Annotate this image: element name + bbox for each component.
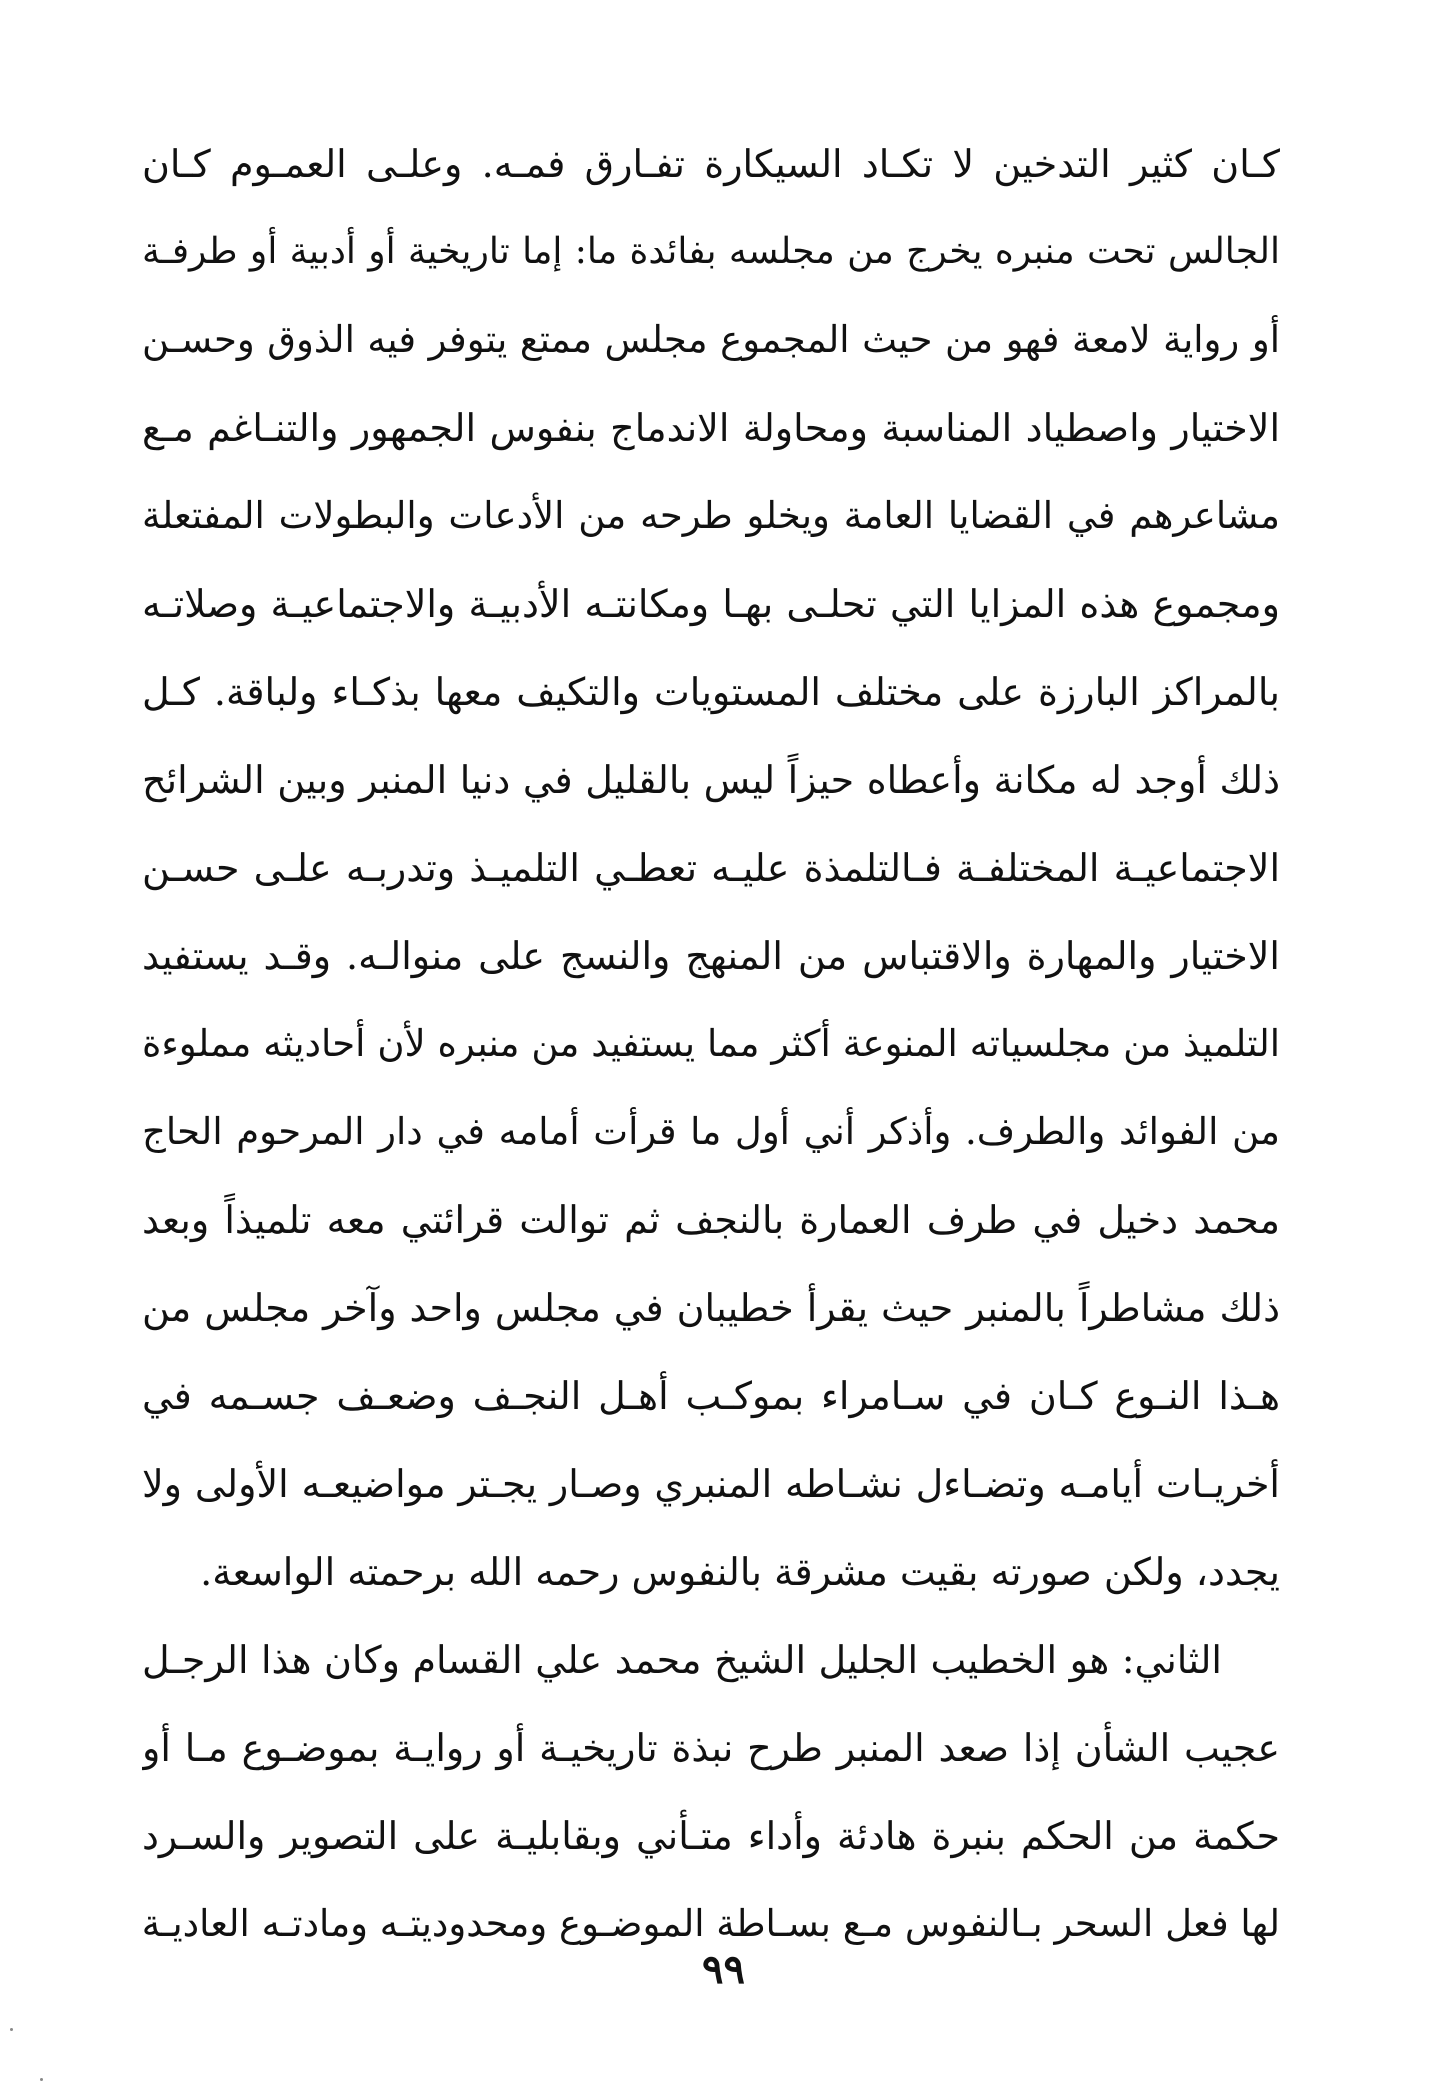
text-line-21: لها فعل السحر بـالنفوس مـع بسـاطة الموضـوع ومحدوديتـه ومادتـه العاديـة — [142, 1902, 1280, 1945]
text-line-15: هـذا النـوع كـان في سـامراء بموكـب أهـل النجـف وضعـف جسـمه في — [142, 1374, 1280, 1418]
scan-speck — [40, 2078, 43, 2081]
text-line-16: أخريـات أيامـه وتضـاءل نشـاطه المنبري وصـار يجـتر مواضيعـه الأولى ولا — [142, 1462, 1280, 1506]
body-text — [142, 120, 1280, 1968]
text-line-9: الاجتماعيـة المختلفـة فـالتلمذة عليـه تعطـي التلميـذ وتدربـه علـى حسـن — [142, 846, 1280, 890]
scan-speck — [10, 2028, 13, 2031]
text-line-11: التلميذ من مجلسياته المنوعة أكثر مما يستفيد من منبره لأن أحاديثه مملوءة — [142, 1022, 1280, 1065]
text-line-10: الاختيار والمهارة والاقتباس من المنهج والنسج على منوالـه. وقـد يستفيد — [142, 934, 1280, 978]
text-line-18: الثاني: هو الخطيب الجليل الشيخ محمد علي القسام وكان هذا الرجـل — [142, 1638, 1222, 1682]
text-line-7: بالمراكز البارزة على مختلف المستويات والتكيف معها بذكـاء ولباقة. كـل — [142, 670, 1280, 714]
text-line-4: الاختيار واصطياد المناسبة ومحاولة الاندماج بنفوس الجمهور والتنـاغم مـع — [142, 406, 1280, 450]
text-line-19: عجيب الشأن إذا صعد المنبر طرح نبذة تاريخيـة أو روايـة بموضـوع مـا أو — [142, 1726, 1280, 1770]
text-line-6: ومجموع هذه المزايا التي تحلـى بهـا ومكانتـه الأدبيـة والاجتماعيـة وصلاتـه — [142, 582, 1280, 626]
text-line-14: ذلك مشاطراً بالمنبر حيث يقرأ خطيبان في مجلس واحد وآخر مجلس من — [142, 1286, 1280, 1330]
text-line-13: محمد دخيل في طرف العمارة بالنجف ثم توالت قرائتي معه تلميذاً وبعد — [142, 1198, 1280, 1242]
text-line-3: أو رواية لامعة فهو من حيث المجموع مجلس ممتع يتوفر فيه الذوق وحسـن — [142, 318, 1280, 361]
page-number: ٩٩ — [702, 1946, 745, 1993]
text-line-17: يجدد، ولكن صورته بقيت مشرقة بالنفوس رحمه الله برحمته الواسعة. — [200, 1550, 1280, 1594]
text-line-5: مشاعرهم في القضايا العامة ويخلو طرحه من الأدعات والبطولات المفتعلة — [142, 494, 1280, 537]
text-line-20: حكمة من الحكم بنبرة هادئة وأداء متـأني وبقابليـة على التصوير والسـرد — [142, 1814, 1280, 1858]
text-line-8: ذلك أوجد له مكانة وأعطاه حيزاً ليس بالقليل في دنيا المنبر وبين الشرائح — [142, 758, 1280, 802]
text-line-1: كـان كثير التدخين لا تكـاد السيكارة تفـارق فمـه. وعلـى العمـوم كـان — [142, 142, 1280, 186]
text-line-2: الجالس تحت منبره يخرج من مجلسه بفائدة ما: إما تاريخية أو أدبية أو طرفـة — [142, 231, 1280, 272]
text-line-12: من الفوائد والطرف. وأذكر أني أول ما قرأت أمامه في دار المرحوم الحاج — [142, 1110, 1280, 1153]
